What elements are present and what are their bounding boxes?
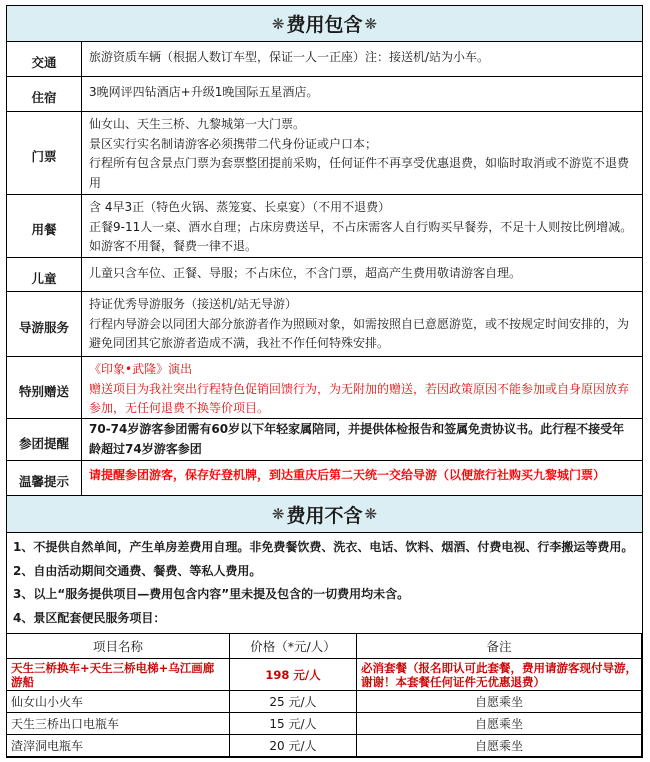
row-transport [7,42,642,77]
row-value [82,42,642,76]
column-header-price: 价格（*元/人） [230,634,357,659]
column-header-note: 备注 [357,634,642,659]
row-text: 景区实行实名制请游客必须携带二代身份证或户口本； [89,136,378,151]
row-text: 赠送项目为我社突出行程特色促销回馈行为，为无附加的赠送，若因政策原因不能参加或自身原因放弃参加，无任何退费不换等价项目。 [89,381,630,415]
cell-name: 仙女山小火车 [7,691,230,713]
column-header-name: 项目名称 [7,634,230,659]
row-text: 《印象•武隆》演出 [89,362,193,376]
row-text: 含 4早3正（特色火锅、蒸笼宴、长桌宴）（不用不退费） [89,200,391,214]
row-label: 住宿 [7,77,82,111]
cell-price: 20 元/人 [230,735,357,757]
row-label: 温馨提示 [7,461,82,495]
row-text: 仙女山、天生三桥、九黎城第一大门票。 [89,117,306,131]
row-special-gift [7,357,642,419]
row-label: 参团提醒 [7,419,82,460]
row-label: 特别赠送 [7,357,82,418]
included-title: 费用包含 [286,14,363,36]
cell-price: 15 元/人 [230,713,357,735]
cell-name: 天生三桥换车+天生三桥电梯+乌江画廊游船 [7,659,230,691]
row-value [82,357,642,418]
excluded-list [7,533,642,757]
row-text: 行程内导游会以同团大部分旅游者作为照顾对象，如需按照自已意愿游览，或不按规定时间安排的，为避免同团其它旅游者造成不满，我社不作任何特殊安排。 [89,316,630,350]
row-label: 导游服务 [7,292,82,356]
row-value [82,461,642,495]
row-value [82,292,642,356]
cell-price: 198 元/人 [230,659,357,691]
included-section-header [7,6,642,42]
row-value [82,258,642,291]
cell-note: 自愿乘坐 [357,713,642,735]
row-text: 70-74岁游客参团需有60岁以下年轻家属陪同，并提供体检报告和签属免责协议书。此行程不接受年龄超过74岁游客参团 [89,422,625,456]
row-label: 用餐 [7,195,82,257]
excluded-item: 4、景区配套便民服务项目： [13,610,166,625]
cell-name: 天生三桥出口电瓶车 [7,713,230,735]
cell-name: 渣滓洞电瓶车 [7,735,230,757]
ornament-icon: ❋ [271,505,285,523]
row-meals [7,195,642,258]
row-text: 行程所有包含景点门票为套票整团提前采购，任何证件不再享受优惠退费，如临时取消或不游览不退费用 [89,156,630,190]
row-text: 请提醒参团游客，保存好登机牌，到达重庆后第二天统一交给导游（以便旅行社购买九黎城门票） [89,468,606,482]
ornament-icon: ❋ [271,14,285,33]
cell-note: 自愿乘坐 [357,735,642,757]
row-value [82,77,642,111]
table-header-row [7,634,642,659]
scenic-services-table [6,633,642,757]
row-join-reminder [7,419,642,461]
row-value [82,419,642,460]
row-label: 儿童 [7,258,82,291]
excluded-title: 费用不含 [286,504,363,527]
row-value [82,112,642,194]
ornament-icon: ❋ [364,14,378,33]
row-value [82,195,642,257]
fee-document [6,5,643,758]
excluded-item: 1、不提供自然单间，产生单房差费用自理。非免费餐饮费、洗衣、电话、饮料、烟酒、付费电视、行李搬运等费用。 [13,540,634,554]
row-label: 门票 [7,112,82,194]
row-text: 旅游资质车辆（根据人数订车型，保证一人一正座）注：接送机/站为小车。 [89,50,490,64]
excluded-item: 2、自由活动期间交通费、餐费、等私人费用。 [13,563,262,578]
table-row [7,713,642,735]
table-row [7,659,642,691]
row-text: 儿童只含车位、正餐、导服；不占床位，不含门票，超高产生费用敬请游客自理。 [89,266,522,280]
cell-note: 必消套餐（报名即认可此套餐，费用请游客现付导游，谢谢！本套餐任何证件无优惠退费） [357,659,642,691]
row-warm-tips [7,461,642,496]
row-text: 正餐9-11人一桌、酒水自理；占床房费送早，不占床需客人自行购买早餐券，不足十人则按比例增减。如游客不用餐，餐费一律不退。 [89,219,633,253]
row-children [7,258,642,292]
excluded-item: 3、以上“服务提供项目—费用包含内容”里未提及包含的一切费用均未含。 [13,587,410,601]
row-text: 持证优秀导游服务（接送机/站无导游） [89,297,298,311]
cell-note: 自愿乘坐 [357,691,642,713]
row-text: 3晚网评四钻酒店+升级1晚国际五星酒店。 [89,85,319,99]
row-label: 交通 [7,42,82,76]
ornament-icon: ❋ [364,505,378,523]
row-tickets [7,112,642,195]
table-row [7,691,642,713]
cell-price: 25 元/人 [230,691,357,713]
excluded-section-header [7,496,642,533]
row-guide-service [7,292,642,357]
row-lodging [7,77,642,112]
table-row [7,735,642,757]
